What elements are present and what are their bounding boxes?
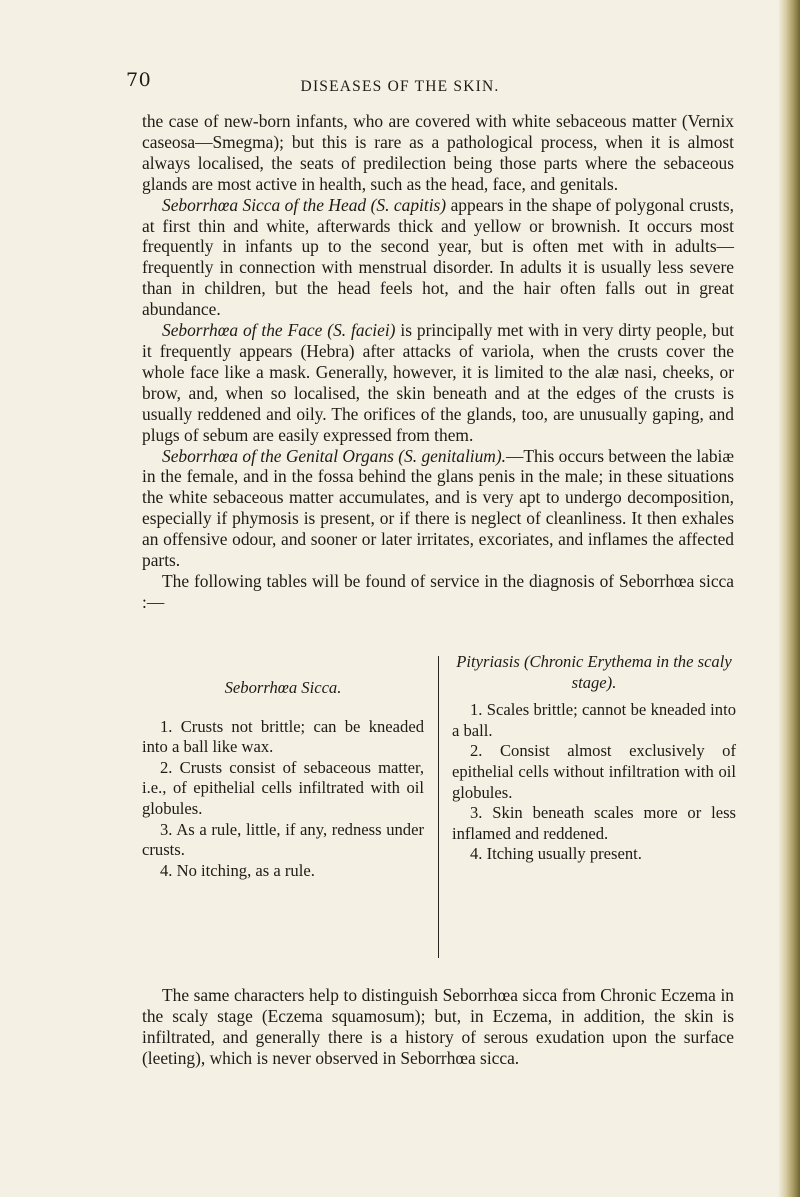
column-heading: Seborrhœa Sicca. bbox=[224, 678, 342, 697]
section-title-faciei: Seborrhœa of the Face (S. faciei) bbox=[162, 320, 396, 341]
paragraph-eczema-distinction: The same characters help to distinguish Seborrhœa sicca from Chronic Eczema in the scaly stage (Eczema squamosum); but, in Eczema, in addition, the skin is infiltrated, and generally there is a history of serous exudation upon the surface (leeting), which is never observed in Seborrhœa sicca. bbox=[142, 985, 734, 1068]
list-item: 4. No itching, as a rule. bbox=[160, 860, 315, 880]
paragraph-seborrhoea-faciei bbox=[142, 320, 734, 445]
list-item: 4. Itching usually present. bbox=[470, 844, 642, 864]
paragraph-seborrhoea-capitis bbox=[142, 195, 734, 320]
list-item: 1. Scales brittle; cannot be kneaded into a ball. bbox=[452, 700, 736, 740]
closing-text bbox=[142, 985, 734, 1069]
section-title-genitalium: Seborrhœa of the Genital Organs (S. genitalium). bbox=[162, 445, 506, 466]
list-item: 3. As a rule, little, if any, redness under crusts. bbox=[142, 819, 424, 860]
body-text bbox=[142, 111, 734, 613]
section-title-capitis: Seborrhœa Sicca of the Head (S. capitis) bbox=[162, 194, 447, 215]
running-title: DISEASES OF THE SKIN. bbox=[300, 78, 500, 95]
paragraph-tables-intro: The following tables will be found of service in the diagnosis of Seborrhœa sicca :— bbox=[142, 570, 734, 612]
list-item: 1. Crusts not brittle; can be kneaded into a ball like wax. bbox=[142, 716, 424, 757]
page-number: 70 bbox=[126, 69, 152, 91]
diagnosis-comparison-table bbox=[142, 652, 736, 962]
paragraph-text: —This occurs between the labiæ in the female, and in the fossa behind the glans penis in the male; in these situations the white sebaceous matter accumulates, and is very apt to undergo decomposition, especially if phymosis is present, or if there is neglect of cleanliness. It then exhales an offensive odour, and sooner or later irritates, excoriates, and inflames the affected parts. bbox=[142, 445, 734, 571]
list-item: 2. Consist almost exclusively of epithelial cells without infiltration with oil globules. bbox=[452, 741, 736, 802]
paragraph-text: appears in the shape of polygonal crusts, at first thin and white, afterwards thick and yellow or brownish. It occurs most frequently in infants up to the second year, but is often met with in adults—frequently in connection with menstrual disorder. In adults it is usually less severe than in children, but the head feels hot, and the hair often falls out in great abundance. bbox=[142, 194, 734, 320]
column-heading: Pityriasis (Chronic Erythema in the scaly stage). bbox=[456, 652, 732, 692]
column-pityriasis bbox=[452, 652, 736, 865]
paragraph-intro-continued: the case of new-born infants, who are covered with white sebaceous matter (Vernix caseosa—Smegma); but this is rare as a pathological process, when it is almost always localised, the seats of predilection being those parts where the sebaceous glands are most active in health, such as the head, face, and genitals. bbox=[142, 111, 734, 194]
paragraph-seborrhoea-genitalium bbox=[142, 446, 734, 571]
list-item: 3. Skin beneath scales more or less inflamed and reddened. bbox=[452, 803, 736, 843]
column-divider bbox=[438, 656, 439, 958]
paragraph-text: is principally met with in very dirty people, but it frequently appears (Hebra) after attacks of variola, when the crusts cover the whole face like a mask. Generally, however, it is limited to the alæ nasi, cheeks, or brow, and, when so localised, the skin beneath and at the edges of the crusts is usually reddened and oily. The orifices of the glands, too, are unusually gaping, and plugs of sebum are easily expressed from them. bbox=[142, 320, 734, 445]
column-seborrhoea-sicca bbox=[142, 652, 424, 881]
page-edge-shadow bbox=[778, 0, 800, 1197]
list-item: 2. Crusts consist of sebaceous matter, i.e., of epithelial cells infiltrated with oil globules. bbox=[142, 757, 424, 818]
